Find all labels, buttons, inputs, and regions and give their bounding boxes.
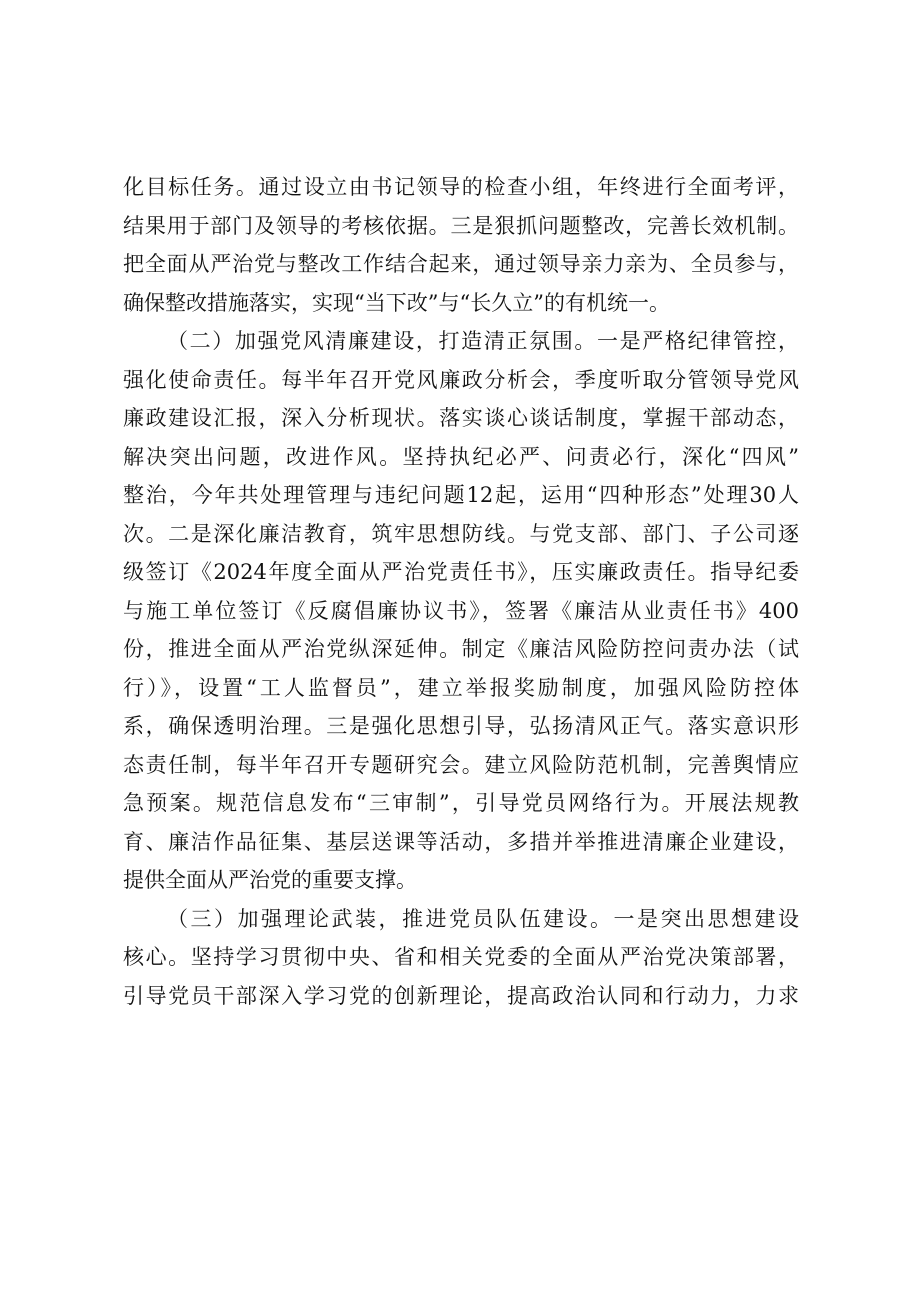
text-line: 确保整改措施落实，实现“当下改”与“长久立”的有机统一。	[123, 290, 670, 315]
text-line: 与施工单位签订《反腐倡廉协议书》，签署《廉洁从业责任书》400	[123, 598, 799, 623]
text-line: 解决突出问题，改进作风。坚持执纪必严、问责必行，深化“四风”	[123, 444, 799, 469]
text-line: 提供全面从严治党的重要支撑。	[123, 868, 417, 892]
text-line: 核心。坚持学习贯彻中央、省和相关党委的全面从严治党决策部署，	[123, 945, 799, 969]
text-line: 急预案。规范信息发布“三审制”，引导党员网络行为。开展法规教	[123, 791, 799, 815]
text-line: 行）》，设置“工人监督员”，建立举报奖励制度，加强风险防控体	[123, 675, 799, 700]
text-line: 引导党员干部深入学习党的创新理论，提高政治认同和行动力，力求	[123, 983, 799, 1008]
text-line: 份，推进全面从严治党纵深延伸。制定《廉洁风险防控问责办法（试	[123, 637, 799, 661]
text-line: 把全面从严治党与整改工作结合起来，通过领导亲力亲为、全员参与，	[123, 252, 799, 276]
text-line: 结果用于部门及领导的考核依据。三是狠抓问题整改，完善长效机制。	[123, 213, 799, 238]
text-line: 整治，今年共处理管理与违纪问题12起，运用“四种形态”处理30人	[123, 483, 799, 507]
text-line: 态责任制，每半年召开专题研究会。建立风险防范机制，完善舆情应	[123, 752, 799, 777]
text-line: 次。二是深化廉洁教育，筑牢思想防线。与党支部、部门、子公司逐	[123, 521, 799, 546]
text-line: （三）加强理论武装，推进党员队伍建设。一是突出思想建设	[167, 906, 799, 931]
text-line: 强化使命责任。每半年召开党风廉政分析会，季度听取分管领导党风	[123, 367, 799, 392]
text-line: 育、廉洁作品征集、基层送课等活动，多措并举推进清廉企业建设，	[123, 829, 799, 854]
body-text	[123, 168, 799, 1015]
text-line: 级签订《2024年度全面从严治党责任书》，压实廉政责任。指导纪委	[123, 560, 799, 584]
text-line: 系，确保透明治理。三是强化思想引导，弘扬清风正气。落实意识形	[123, 714, 799, 738]
text-line: （二）加强党风清廉建设，打造清正氛围。一是严格纪律管控，	[167, 329, 799, 353]
text-line: 化目标任务。通过设立由书记领导的检查小组，年终进行全面考评，	[123, 175, 799, 199]
text-line: 廉政建设汇报，深入分析现状。落实谈心谈话制度，掌握干部动态，	[123, 406, 799, 430]
